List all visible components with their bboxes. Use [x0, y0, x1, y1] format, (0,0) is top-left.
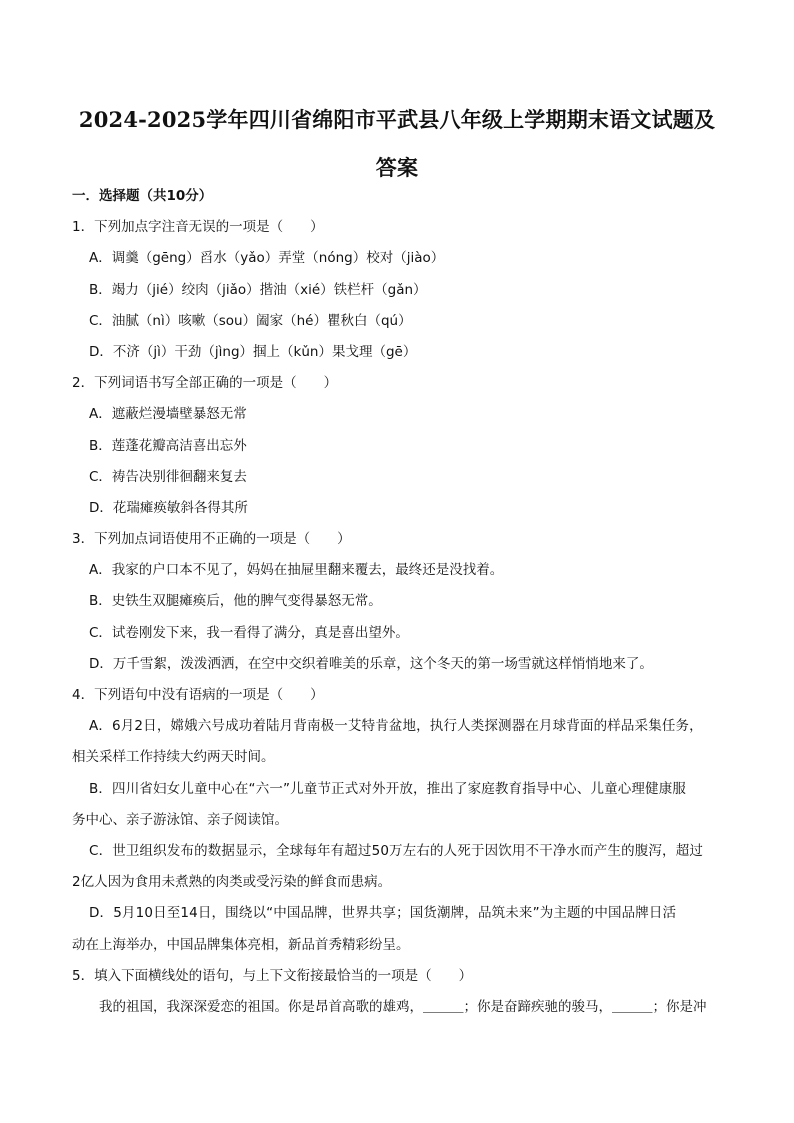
- option-b-continued: 务中心、亲子游泳馆、亲子阅读馆。: [72, 811, 288, 828]
- question-1: [72, 215, 722, 371]
- option-d: D．不济（jì）干劲（jìng）掴上（kǔn）果戈理（gē）: [89, 343, 417, 360]
- option-c: C．祷告决别徘徊翻来复去: [89, 468, 247, 485]
- option-c: C．试卷刚发下来，我一看得了满分，真是喜出望外。: [89, 624, 409, 641]
- option-b: B．四川省妇女儿童中心在“六一”儿童节正式对外开放，推出了家庭教育指导中心、儿童心理健康服: [89, 780, 686, 797]
- question-stem: 5．填入下面横线处的语句，与上下文衔接最恰当的一项是（ ）: [72, 967, 473, 984]
- option-a: A．6月2日，嫦娥六号成功着陆月背南极一艾特肯盆地，执行人类探测器在月球背面的样品采集任务，: [89, 718, 703, 735]
- question-stem: 1．下列加点字注音无误的一项是（ ）: [72, 219, 324, 236]
- question-3: [72, 527, 722, 683]
- document-body: [72, 184, 722, 1026]
- section-heading: 一．选择题（共10分）: [72, 188, 213, 204]
- option-c-continued: 2亿人因为食用未煮熟的肉类或受污染的鲜食而患病。: [72, 874, 392, 891]
- option-b: B．竭力（jié）绞肉（jiǎo）揩油（xié）铁栏杆（gǎn）: [89, 281, 427, 298]
- question-stem: 4．下列语句中没有语病的一项是（ ）: [72, 687, 324, 703]
- option-d: D．花瑞瘫痪敏斜各得其所: [89, 499, 248, 516]
- question-stem: 2．下列词语书写全部正确的一项是（ ）: [72, 375, 338, 392]
- option-c: C．油腻（nì）咳嗽（sou）阖家（hé）瞿秋白（qú）: [89, 312, 412, 329]
- question-5: [72, 964, 722, 1026]
- option-d-continued: 动在上海举办，中国品牌集体亮相，新品首秀精彩纷呈。: [72, 936, 410, 953]
- option-a: A．我家的户口本不见了，妈妈在抽屉里翻来覆去，最终还是没找着。: [89, 562, 504, 579]
- question-2: [72, 371, 722, 527]
- question-paragraph: 我的祖国，我深深爱恋的祖国。你是昂首高歌的雄鸡，＿＿＿；你是奋蹄疾驰的骏马，＿＿＿；你是冲: [99, 998, 707, 1015]
- option-a: A．调羹（gēng）舀水（yǎo）弄堂（nóng）校对（jiào）: [89, 250, 445, 267]
- document-title: 2024-2025学年四川省绵阳市平武县八年级上学期期末语文试题及答案: [78, 107, 716, 180]
- option-c: C．世卫组织发布的数据显示，全球每年有超过50万左右的人死于因饮用不干净水而产生的腹泻，超过: [89, 842, 704, 859]
- question-4: [72, 683, 722, 964]
- option-d: D．5月10日至14日，围绕以“中国品牌，世界共享；国货潮牌，品筑未来”为主题的中国品牌日活: [89, 905, 677, 922]
- option-b: B．莲蓬花瓣高洁喜出忘外: [89, 437, 247, 454]
- option-b: B．史铁生双腿瘫痪后，他的脾气变得暴怒无常。: [89, 593, 382, 610]
- option-d: D．万千雪絮，泼泼洒洒，在空中交织着唯美的乐章，这个冬天的第一场雪就这样悄悄地来了。: [89, 655, 653, 672]
- option-a: A．遮蔽烂漫墙壁暴怒无常: [89, 406, 247, 423]
- question-stem: 3．下列加点词语使用不正确的一项是（ ）: [72, 531, 351, 548]
- option-a-continued: 相关采样工作持续大约两天时间。: [72, 749, 275, 766]
